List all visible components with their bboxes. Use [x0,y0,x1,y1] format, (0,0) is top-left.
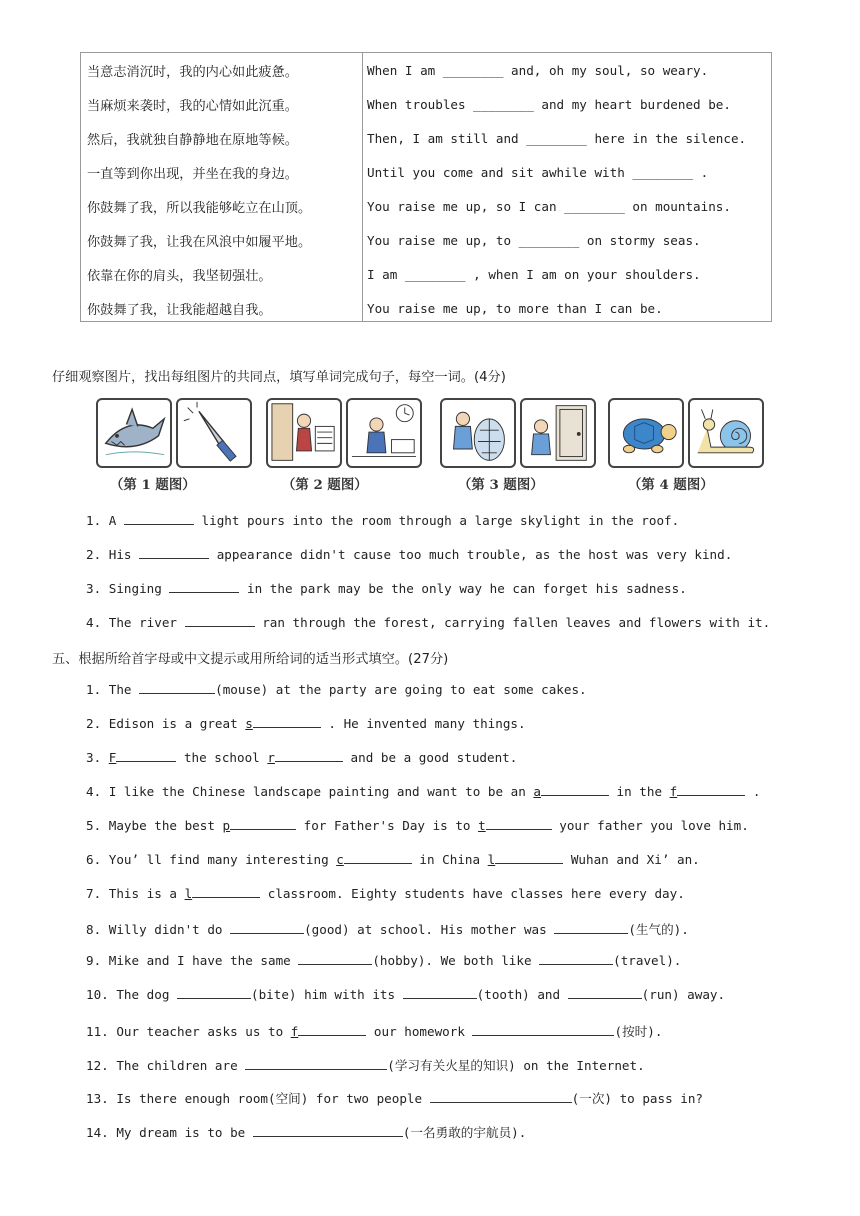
question-line: 14. My dream is to be (一名勇敢的宇航员). [86,1125,527,1140]
answer-blank[interactable] [568,987,642,999]
shark-icon [96,398,172,468]
snail-icon [688,398,764,468]
answer-blank[interactable] [298,953,372,965]
question-line: 2. His appearance didn't cause too much trouble, as the host was very kind. [86,547,733,562]
question-line: 10. The dog (bite) him with its (tooth) and (run) away. [86,987,726,1002]
caption-q3: （第 3 题图） [458,477,544,493]
question-line: 12. The children are (学习有关火星的知识) on the Internet. [86,1058,645,1073]
answer-blank[interactable] [677,784,745,796]
poem-cn-line: 依靠在你的肩头，我坚韧强壮。 [87,269,272,284]
answer-blank[interactable] [192,886,260,898]
answer-blank[interactable] [245,1058,387,1070]
poem-en-line: You raise me up, to more than I can be. [367,301,663,316]
question-line: 5. Maybe the best p for Father's Day is to t your father you love him. [86,818,749,833]
answer-blank[interactable] [230,922,304,934]
question-line: 3. Singing in the park may be the only way he can forget his sadness. [86,581,687,596]
poem-en-line: When troubles ________ and my heart burdened be. [367,97,731,112]
question-line: 3. F the school r and be a good student. [86,750,518,765]
question-line: 13. Is there enough room(空间) for two people (一次) to pass in? [86,1091,703,1106]
answer-blank[interactable] [541,784,609,796]
answer-blank[interactable] [177,987,251,999]
poem-cn-line: 你鼓舞了我，让我能超越自我。 [87,303,272,318]
poem-cn-line: 你鼓舞了我，所以我能够屹立在山顶。 [87,201,312,216]
answer-blank[interactable] [486,818,552,830]
answer-blank[interactable] [298,1024,366,1036]
answer-blank[interactable] [139,547,209,559]
answer-blank[interactable] [230,818,296,830]
poem-cn-line: 然后，我就独自静静地在原地等候。 [87,133,298,148]
answer-blank[interactable] [169,581,239,593]
boy-beside-turtle-shell-icon [440,398,516,468]
answer-blank[interactable] [403,987,477,999]
poem-en-line: I am ________ , when I am on your shoulders. [367,267,701,282]
knife-icon [176,398,252,468]
caption-q4: （第 4 题图） [628,477,714,493]
poem-cn-line: 当意志消沉时，我的内心如此疲惫。 [87,65,298,80]
answer-blank[interactable] [139,682,215,694]
poem-en-line: You raise me up, so I can ________ on mountains. [367,199,731,214]
answer-blank[interactable] [116,750,176,762]
question-line: 1. A light pours into the room through a large skylight in the roof. [86,513,680,528]
poem-table [80,52,772,322]
answer-blank[interactable] [253,1125,403,1137]
table-divider [362,53,363,321]
question-line: 11. Our teacher asks us to f our homework (按时). [86,1024,663,1039]
poem-en-line: When I am ________ and, oh my soul, so weary. [367,63,709,78]
caption-q2: （第 2 题图） [282,477,368,493]
boy-at-door-icon [520,398,596,468]
turtle-icon [608,398,684,468]
question-line: 4. The river ran through the forest, carrying fallen leaves and flowers with it. [86,615,771,630]
boy-late-classroom-icon [266,398,342,468]
answer-blank[interactable] [472,1024,614,1036]
question-line: 7. This is a l classroom. Eighty students have classes here every day. [86,886,685,901]
poem-cn-line: 一直等到你出现，并坐在我的身边。 [87,167,298,182]
poem-en-line: Then, I am still and ________ here in the silence. [367,131,747,146]
poem-en-line: You raise me up, to ________ on stormy seas. [367,233,701,248]
poem-en-line: Until you come and sit awhile with ________ . [367,165,709,180]
caption-q1: （第 1 题图） [110,477,196,493]
answer-blank[interactable] [275,750,343,762]
answer-blank[interactable] [124,513,194,525]
poem-cn-line: 你鼓舞了我，让我在风浪中如履平地。 [87,235,312,250]
answer-blank[interactable] [430,1091,572,1103]
answer-blank[interactable] [554,922,628,934]
section-instruction: 仔细观察图片，找出每组图片的共同点，填写单词完成句子，每空一词。(4分) [52,370,506,385]
question-line: 4. I like the Chinese landscape painting and want to be an a in the f . [86,784,761,799]
picture-strip [92,394,772,502]
question-line: 1. The (mouse) at the party are going to eat some cakes. [86,682,587,697]
poem-cn-line: 当麻烦来袭时，我的心情如此沉重。 [87,99,298,114]
woman-by-door-icon [346,398,422,468]
answer-blank[interactable] [253,716,321,728]
question-line: 6. You’ ll find many interesting c in China l Wuhan and Xi’ an. [86,852,700,867]
answer-blank[interactable] [495,852,563,864]
answer-blank[interactable] [539,953,613,965]
section-five-instruction: 五、根据所给首字母或中文提示或用所给词的适当形式填空。(27分) [52,652,449,667]
answer-blank[interactable] [185,615,255,627]
question-line: 9. Mike and I have the same (hobby). We both like (travel). [86,953,682,968]
question-line: 8. Willy didn't do (good) at school. His mother was (生气的). [86,922,689,937]
answer-blank[interactable] [344,852,412,864]
question-line: 2. Edison is a great s . He invented many things. [86,716,526,731]
